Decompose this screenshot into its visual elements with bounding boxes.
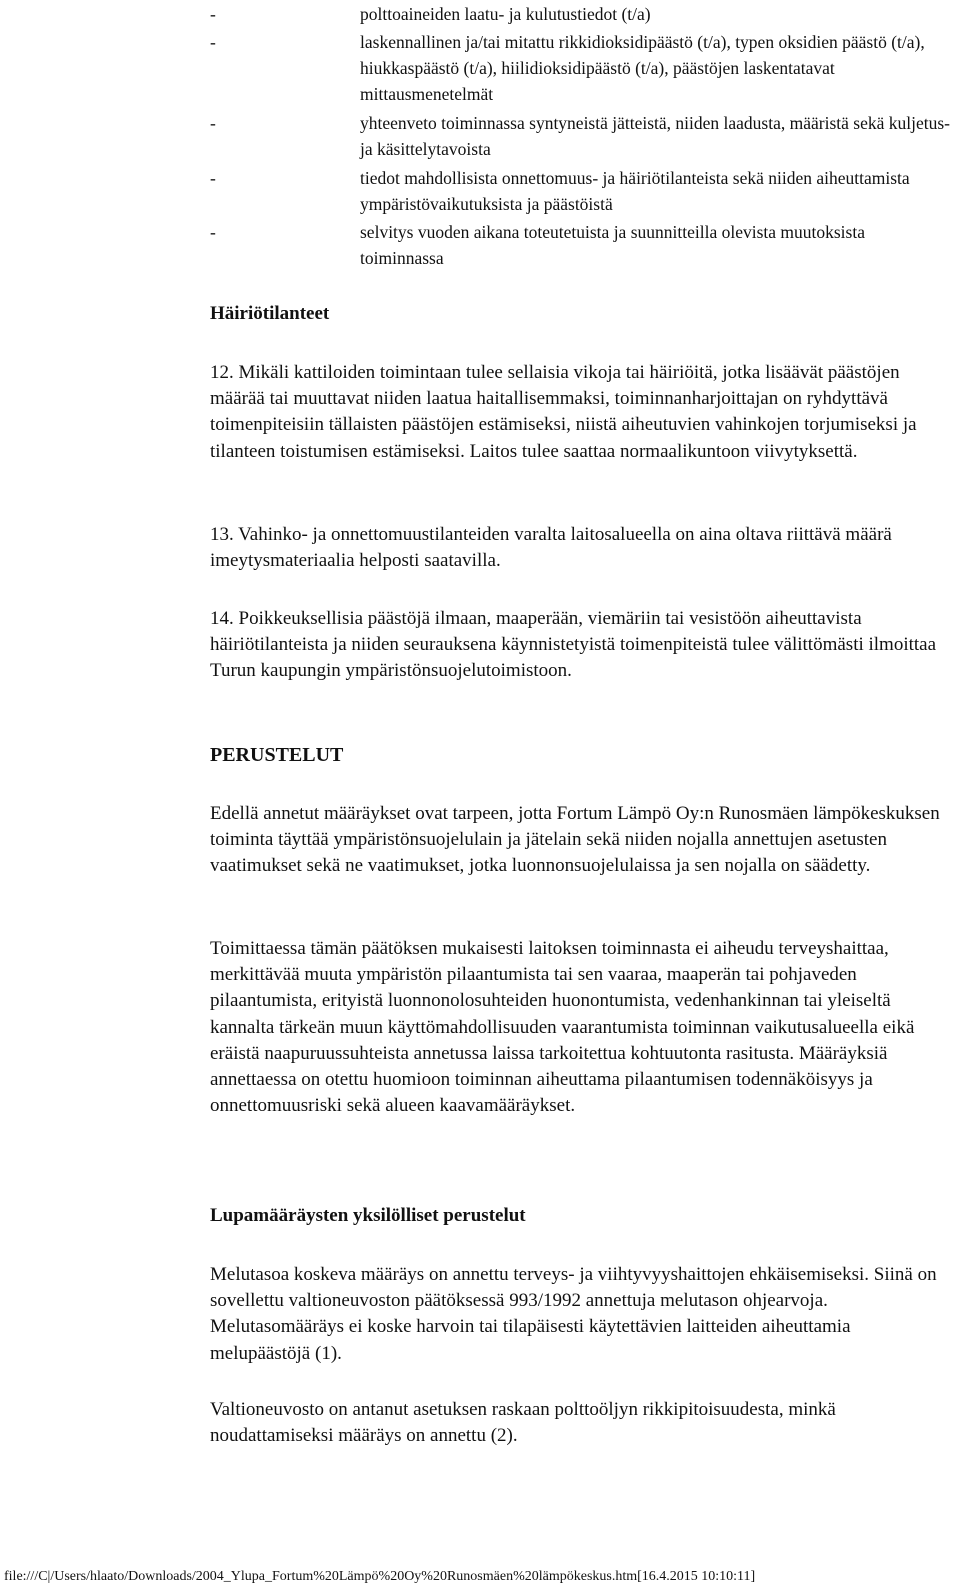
perustelut-paragraph-1: Edellä annetut määräykset ovat tarpeen, jotta Fortum Lämpö Oy:n Runosmäen lämpökeskuksen toiminta täyttää ympäristönsuojelulain ja jätelain sekä niiden nojalla annettujen asetusten vaatimukset sekä ne vaatimukset, jotka luonnonsuojelulaissa ja sen nojalla on säädetty. bbox=[210, 803, 940, 877]
list-item-text: selvitys vuoden aikana toteutetuista ja suunnitteilla olevista muutoksista toiminnassa bbox=[360, 222, 865, 268]
list-dash: - bbox=[210, 4, 216, 24]
list-item-text: tiedot mahdollisista onnettomuus- ja häiriötilanteista sekä niiden aiheuttamista ympäristövaikutuksista ja päästöistä bbox=[360, 168, 910, 214]
section-heading-hairiotilanteet: Häiriötilanteet bbox=[210, 303, 330, 324]
section-heading-lupamaaraykset: Lupamääräysten yksilölliset perustelut bbox=[210, 1205, 526, 1226]
section-heading-perustelut bbox=[210, 742, 343, 768]
paragraph-13: 13. Vahinko- ja onnettomuustilanteiden varalta laitosalueella on aina oltava riittävä määrä imeytysmateriaalia helposti saatavilla. bbox=[210, 524, 892, 572]
list-dash: - bbox=[210, 168, 216, 188]
paragraph-14: 14. Poikkeuksellisia päästöjä ilmaan, maaperään, viemäriin tai vesistöön aiheuttavista häiriötilanteista ja niiden seurauksena käynnistetyistä toimenpiteistä tulee välittömästi ilmoittaa Turun kaupungin ympäristönsuojelutoimistoon. bbox=[210, 608, 937, 682]
lupamaaraykset-paragraph-2: Valtioneuvosto on antanut asetuksen raskaan polttoöljyn rikkipitoisuudesta, minkä noudattamiseksi määräys on annettu (2). bbox=[210, 1399, 836, 1447]
list-item-text: yhteenveto toiminnassa syntyneistä jätteistä, niiden laadusta, määristä sekä kuljetus- ja käsittelytavoista bbox=[360, 113, 950, 159]
perustelut-heading-text: PERUSTELUT bbox=[210, 744, 344, 766]
list-item-text: polttoaineiden laatu- ja kulutustiedot (t/a) bbox=[360, 4, 651, 24]
list-item-text: laskennallinen ja/tai mitattu rikkidioksidipäästö (t/a), typen oksidien päästö (t/a), hiukkaspäästö (t/a), hiilidioksidipäästö (t/a), päästöjen laskentatavat mittausmenetelmät bbox=[360, 32, 925, 104]
list-dash: - bbox=[210, 113, 216, 133]
paragraph-12: 12. Mikäli kattiloiden toimintaan tulee sellaisia vikoja tai häiriöitä, jotka lisäävät päästöjen määrää tai muuttavat niiden laatua haitallisemmaksi, toiminnanharjoittajan on ryhdyttävä toimenpiteisiin tällaisten päästöjen estämiseksi, niistä aiheutuvien vahinkojen torjumiseksi ja tilanteen toistumisen estämiseksi. Laitos tulee saattaa normaalikuntoon viivytyksettä. bbox=[210, 362, 917, 462]
list-dash: - bbox=[210, 222, 216, 242]
list-dash: - bbox=[210, 32, 216, 52]
page-footer-url: file:///C|/Users/hlaato/Downloads/2004_Ylupa_Fortum%20Lämpö%20Oy%20Runosmäen%20lämpökeskus.htm[16.4.2015 10:10:11] bbox=[4, 1569, 756, 1584]
lupamaaraykset-paragraph-1: Melutasoa koskeva määräys on annettu terveys- ja viihtyvyyshaittojen ehkäisemiseksi. Siinä on sovellettu valtioneuvoston päätöksessä 993/1992 annettuja melutason ohjearvoja. Melutasomääräys ei koske harvoin tai tilapäisesti käytettävien laitteiden aiheuttamia melupäästöjä (1). bbox=[210, 1264, 937, 1364]
perustelut-paragraph-2: Toimittaessa tämän päätöksen mukaisesti laitoksen toiminnasta ei aiheudu terveyshaittaa, merkittävää muuta ympäristön pilaantumista tai sen vaaraa, maaperän tai pohjaveden pilaantumista, erityistä luonnonolosuhteiden huonontumista, vedenhankinnan tai yleiseltä kannalta tärkeän muun käyttömahdollisuuden vaarantumista toiminnan vaikutusalueella eikä eräistä naapuruussuhteista annetussa laissa tarkoitettua kohtuutonta rasitusta. Määräyksiä annettaessa on otettu huomioon toiminnan aiheuttama pilaantumisen todennäköisyys ja onnettomuusriski sekä alueen kaavamääräykset. bbox=[210, 938, 915, 1117]
